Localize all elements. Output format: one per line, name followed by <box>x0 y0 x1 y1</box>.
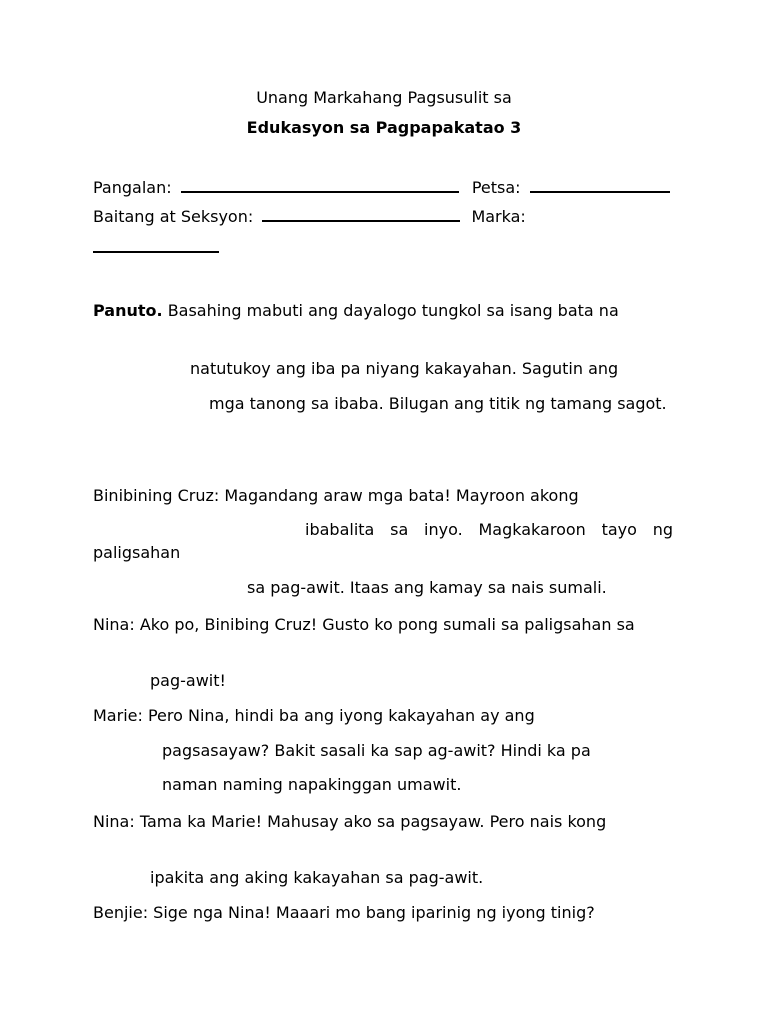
dialogue-line-8: naman naming napakinggan umawit. <box>162 775 462 794</box>
dialogue-line-4: Nina: Ako po, Binibing Cruz! Gusto ko pong sumali sa paligsahan sa <box>93 615 635 634</box>
name-blank <box>181 176 459 193</box>
name-label: Pangalan: <box>93 178 172 197</box>
instructions-text-3: mga tanong sa ibaba. Bilugan ang titik ng tamang sagot. <box>209 394 667 413</box>
dialogue-line-7: pagsasayaw? Bakit sasali ka sap ag-awit? Hindi ka pa <box>162 741 591 760</box>
subject-title: Edukasyon sa Pagpapakatao 3 <box>246 118 522 137</box>
exam-title: Unang Markahang Pagsusulit sa <box>256 88 512 107</box>
grade-section-label: Baitang at Seksyon: <box>93 207 254 226</box>
score-label: Marka: <box>471 207 526 226</box>
dialogue-line-1: Binibining Cruz: Magandang araw mga bata! Mayroon akong <box>93 486 579 505</box>
date-blank <box>530 176 670 193</box>
name-date-row <box>93 176 673 199</box>
dialogue-line-5: pag-awit! <box>150 671 226 690</box>
instructions-paragraph-1 <box>93 299 673 322</box>
date-label: Petsa: <box>471 178 521 197</box>
dialogue-line-9: Nina: Tama ka Marie! Mahusay ako sa pagsayaw. Pero nais kong <box>93 812 607 831</box>
dialogue-line-6: Marie: Pero Nina, hindi ba ang iyong kakayahan ay ang <box>93 706 535 725</box>
grade-section-blank <box>262 205 460 222</box>
dialogue-line-10: ipakita ang aking kakayahan sa pag-awit. <box>150 868 484 887</box>
dialogue-line-11: Benjie: Sige nga Nina! Maaari mo bang iparinig ng iyong tinig? <box>93 903 595 922</box>
dialogue-line-3: sa pag-awit. Itaas ang kamay sa nais sumali. <box>247 578 607 597</box>
grade-score-row <box>93 205 673 228</box>
instructions-text-1: Basahing mabuti ang dayalogo tungkol sa isang bata na <box>167 301 619 320</box>
score-blank <box>93 236 219 253</box>
score-blank-row <box>93 236 673 259</box>
instructions-label: Panuto. <box>93 301 163 320</box>
dialogue-line-2: ibabalita sa inyo. Magkakaroon tayo ng paligsahan <box>93 520 673 562</box>
instructions-text-2: natutukoy ang iba pa niyang kakayahan. Sagutin ang <box>190 359 619 378</box>
